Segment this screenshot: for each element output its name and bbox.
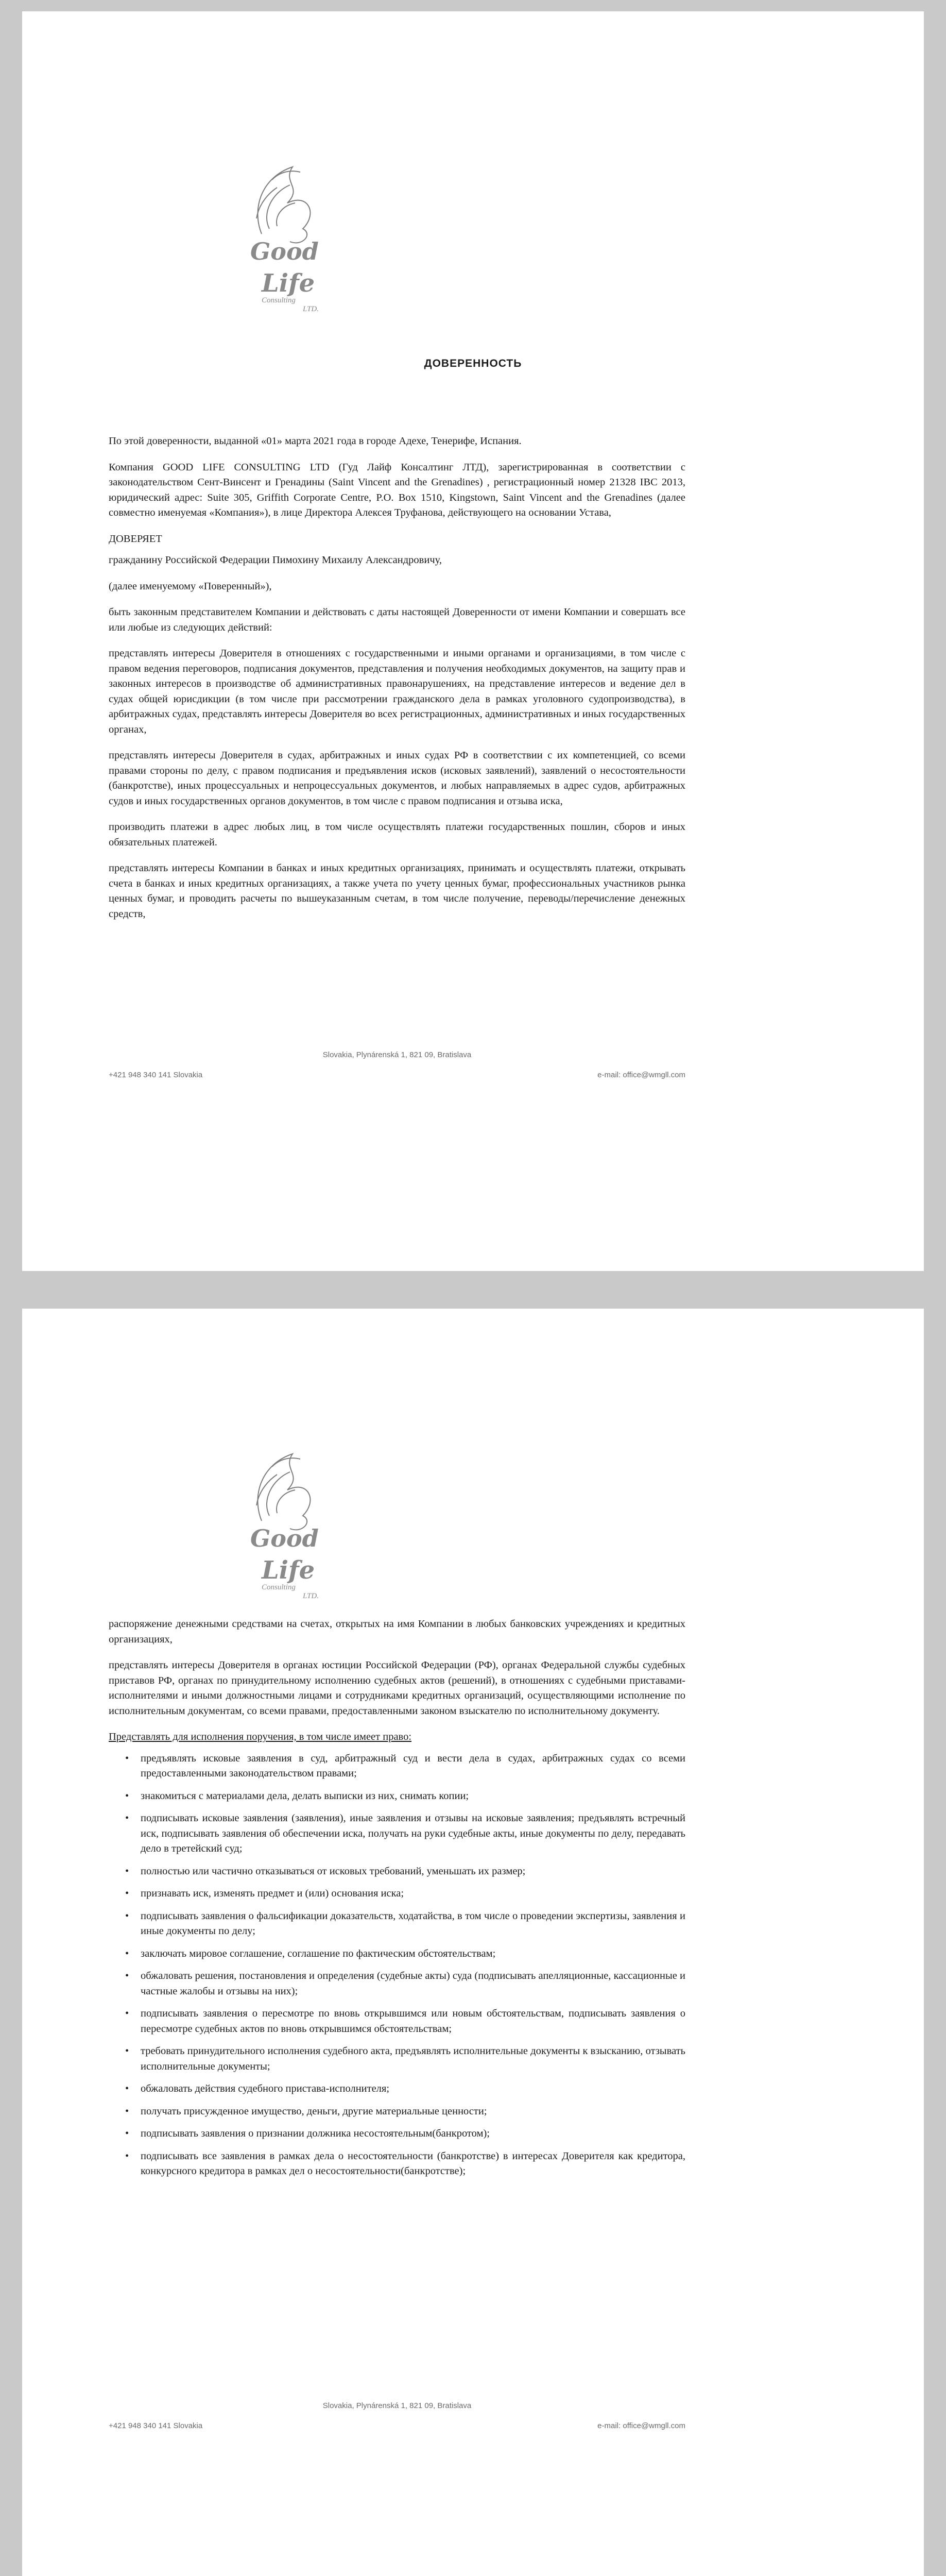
footer-phone: +421 948 340 141 Slovakia xyxy=(109,2421,203,2430)
company-logo xyxy=(241,157,334,314)
lion-head-icon xyxy=(241,157,334,275)
logo-word-life: Life xyxy=(262,1556,315,1585)
footer-address: Slovakia, Plynárenská 1, 821 09, Bratislava xyxy=(322,1050,472,1059)
paragraph: Компания GOOD LIFE CONSULTING LTD (Гуд Лайф Консалтинг ЛТД), зарегистрированная в соответствии с законодательством Сент-Винсент и Гренадины (Saint Vincent and the Grenadines) , регистрационный номер 21328 IBC 2013, юридический адрес: Suite 305, Griffith Corporate Centre, P.O. Box 1510, Kingstown, Saint Vincent and the Grenadines (далее совместно именуемая «Компания»), в лице Директора Алексея Труфанова, действующего на основании Устава, xyxy=(109,461,685,519)
logo-ltd: LTD. xyxy=(303,305,319,313)
paragraph: представлять интересы Доверителя в органах юстиции Российской Федерации (РФ), органах Федеральной службы судебных приставов РФ, органах по принудительному исполнению судебных актов (решений), в отношениях с судебными приставами-исполнителями и иными должностными лицами и сотрудниками кредитных организаций, осуществляющими исполнение по исполнительным документам, со всеми правами, предоставленными законом взыскателю по исполнительному документу. xyxy=(109,1659,685,1717)
logo-word-life: Life xyxy=(262,269,315,298)
list-item: • получать присужденное имущество, деньги, другие материальные ценности; xyxy=(125,2104,685,2120)
list-item: • подписывать заявления о пересмотре по вновь открывшимся или новым обстоятельствам, подписывать заявления о пересмотре судебных актов по вновь открывшимся обстоятельствам; xyxy=(125,2006,685,2037)
list-item: • заключать мировое соглашение, соглашение по фактическим обстоятельствам; xyxy=(125,1946,685,1962)
footer-email: e-mail: office@wmgll.com xyxy=(597,2421,685,2430)
document-page-1 xyxy=(22,11,924,1271)
paragraph: представлять интересы Компании в банках и иных кредитных организациях, принимать и осуществлять платежи, открывать счета в банках и иных кредитных организациях, а также учета по учету ценных бумаг, профессиональных участников рынка ценных бумаг, и проводить расчеты по вышеуказанным счетам, в том числе получение, переводы/перечисление денежных средств, xyxy=(109,862,685,920)
rights-list xyxy=(109,1751,685,2179)
company-logo xyxy=(241,1444,334,1601)
rights-heading: Представлять для исполнения поручения, в том числе имеет право: xyxy=(109,1731,412,1743)
footer-phone: +421 948 340 141 Slovakia xyxy=(109,1071,203,1079)
list-item: • знакомиться с материалами дела, делать выписки из них, снимать копии; xyxy=(125,1789,685,1804)
document-page-2 xyxy=(22,1309,924,2576)
trusts-heading: ДОВЕРЯЕТ xyxy=(109,533,162,545)
svg-text:Good: Good xyxy=(250,1524,319,1552)
page-footer xyxy=(109,1050,685,1079)
list-item: • признавать иск, изменять предмет и (или) основания иска; xyxy=(125,1886,685,1902)
paragraph: производить платежи в адрес любых лиц, в том числе осуществлять платежи государственных пошлин, сборов и иных обязательных платежей. xyxy=(109,821,685,848)
list-item: • требовать принудительного исполнения судебного акта, предъявлять исполнительные документы к взысканию, отзывать исполнительные документы; xyxy=(125,2044,685,2074)
paragraph: По этой доверенности, выданной «01» марта 2021 года в городе Адехе, Тенерифе, Испания. xyxy=(109,435,522,447)
logo-subtitle: Consulting xyxy=(262,296,296,304)
page-1-body xyxy=(109,434,685,933)
footer-email: e-mail: office@wmgll.com xyxy=(597,1071,685,1079)
list-item: • обжаловать решения, постановления и определения (судебные акты) суда (подписывать апелляционные, кассационные и частные жалобы и отзывы на них); xyxy=(125,1969,685,1999)
paragraph: распоряжение денежными средствами на счетах, открытых на имя Компании в любых банковских учреждениях и кредитных организациях, xyxy=(109,1618,685,1645)
paragraph: представлять интересы Доверителя в судах, арбитражных и иных судах РФ в соответствии с их компетенцией, со всеми правами стороны по делу, с правом подписания и предъявления исков (исковых заявлений), заявлений о несостоятельности (банкротстве), иных процессуальных и непроцессуальных документов, и любых направляемых в адрес судов, арбитражных судов и иных государственных органов документов, в том числе с правом подписания и отзыва иска, xyxy=(109,750,685,807)
page-2-body xyxy=(109,1617,685,2191)
paragraph: быть законным представителем Компании и действовать с даты настоящей Доверенности от имени Компании и совершать все или любые из следующих действий: xyxy=(109,606,685,633)
lion-head-icon xyxy=(241,1444,334,1562)
page-footer xyxy=(109,2401,685,2430)
list-item: • подписывать исковые заявления (заявления), иные заявления и отзывы на исковые заявления; предъявлять встречный иск, подписывать заявления об обеспечении иска, получать на руки судебные акты, иные документы по делу, передавать дело в третейский суд; xyxy=(125,1811,685,1857)
logo-ltd: LTD. xyxy=(303,1592,319,1600)
footer-address: Slovakia, Plynárenská 1, 821 09, Bratislava xyxy=(322,2401,472,2410)
list-item: • полностью или частично отказываться от исковых требований, уменьшать их размер; xyxy=(125,1864,685,1879)
logo-subtitle: Consulting xyxy=(262,1583,296,1591)
document-title: ДОВЕРЕННОСТЬ xyxy=(424,358,522,369)
paragraph: (далее именуемому «Поверенный»), xyxy=(109,580,272,592)
list-item: • обжаловать действия судебного пристава-исполнителя; xyxy=(125,2081,685,2097)
paragraph: представлять интересы Доверителя в отношениях с государственными и иными органами и организациями, в том числе с правом ведения переговоров, подписания документов, представления и получения необходимых документов, на защиту прав и законных интересов в производстве об административных правонарушениях, на представление интересов и ведение дел в судах общей юрисдикции (в том числе при рассмотрении гражданского дела в рамках уголовного судопроизводства), в арбитражных судах, представлять интересы Доверителя во всех регистрационных, административных и иных государственных органах, xyxy=(109,648,685,735)
list-item: • предъявлять исковые заявления в суд, арбитражный суд и вести дела в судах, арбитражных судах со всеми предоставленными законодательством правами; xyxy=(125,1751,685,1782)
paragraph: гражданину Российской Федерации Пимохину Михаилу Александровичу, xyxy=(109,554,442,566)
list-item: • подписывать заявления о признании должника несостоятельным(банкротом); xyxy=(125,2126,685,2142)
list-item: • подписывать заявления о фальсификации доказательств, ходатайства, в том числе о проведении экспертизы, заявления и иные документы по делу; xyxy=(125,1909,685,1939)
list-item: • подписывать все заявления в рамках дела о несостоятельности (банкротстве) в интересах Доверителя как кредитора, конкурсного кредитора в рамках дел о несостоятельности(банкротстве); xyxy=(125,2149,685,2179)
svg-text:Good: Good xyxy=(250,238,319,265)
